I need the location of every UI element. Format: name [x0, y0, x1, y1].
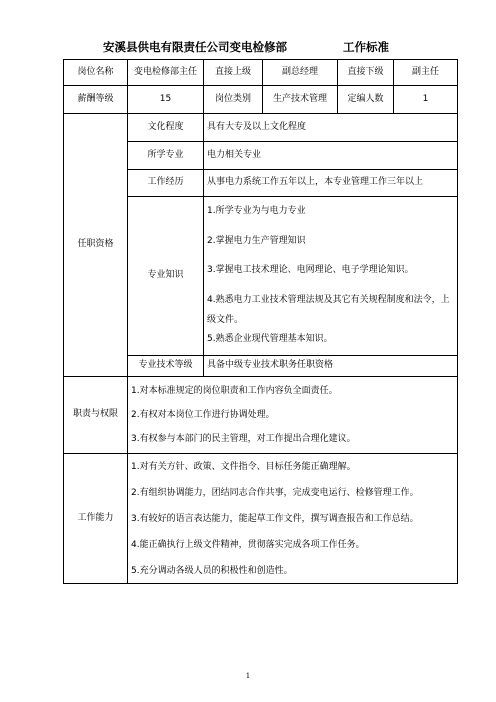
header-row-2	[64, 86, 458, 114]
ability-item: 3.有较好的语言表达能力，能起草工作文件，撰写调查报告和工作总结。	[131, 513, 419, 524]
title-main: 安溪县供电有限责任公司变电检修部	[103, 40, 287, 54]
superior-label: 直接上级	[204, 60, 263, 86]
knowledge-item: 1.所学专业为与电力专业	[207, 206, 306, 217]
header-row-1	[64, 60, 458, 86]
ability-item: 2.有组织协调能力，团结同志合作共事，完成变电运行、检修管理工作。	[131, 487, 419, 498]
knowledge-label: 专业知识	[128, 197, 204, 356]
document-title	[103, 39, 423, 55]
qualification-label: 任职资格	[64, 114, 128, 377]
experience-value: 从事电力系统工作五年以上，本专业管理工作三年以上	[204, 170, 458, 197]
duties-label: 职责与权限	[64, 377, 128, 454]
ability-item: 4.能正确执行上级文件精神，贯彻落实完成各项工作任务。	[131, 539, 365, 550]
job-standard-table	[63, 59, 458, 584]
staff-value: 1	[394, 86, 458, 114]
major-value: 电力相关专业	[204, 142, 458, 170]
post-name-value: 变电检修部主任	[128, 60, 204, 86]
ability-item: 5.充分调动各级人员的积极性和创造性。	[131, 565, 293, 576]
duty-item: 2.有权对本岗位工作进行协调处理。	[131, 410, 275, 420]
knowledge-item: 3.掌握电工技术理论、电网理论、电子学理论知识。	[207, 265, 414, 276]
knowledge-item: 4.熟悉电力工业技术管理法规及其它有关规程制度和法令，上级文件。	[207, 295, 450, 325]
duty-item: 3.有权参与本部门的民主管理，对工作提出合理化建议。	[131, 434, 356, 444]
page-number: 1	[245, 672, 251, 680]
subordinate-value: 副主任	[394, 60, 458, 86]
education-row	[64, 114, 458, 142]
superior-value: 副总经理	[263, 60, 338, 86]
tech-title-value: 具备中级专业技术职务任职资格	[204, 356, 458, 377]
duty-item: 1.对本标准规定的岗位职责和工作内容负全面责任。	[131, 386, 338, 396]
salary-label: 薪酬等级	[64, 86, 128, 114]
salary-value: 15	[128, 86, 204, 114]
knowledge-list	[204, 197, 458, 356]
ability-label: 工作能力	[64, 454, 128, 584]
ability-item: 1.对有关方针、政策、文件指令、目标任务能正确理解。	[131, 461, 356, 472]
subordinate-label: 直接下级	[338, 60, 394, 86]
knowledge-item: 2.掌握电力生产管理知识	[207, 235, 306, 246]
staff-label: 定编人数	[338, 86, 394, 114]
title-suffix: 工作标准	[343, 40, 389, 54]
duties-list	[128, 377, 458, 454]
knowledge-item: 5.熟悉企业现代管理基本知识。	[207, 334, 333, 345]
category-label: 岗位类别	[204, 86, 263, 114]
experience-label: 工作经历	[128, 170, 204, 197]
post-name-label: 岗位名称	[64, 60, 128, 86]
education-label: 文化程度	[128, 114, 204, 142]
duties-row	[64, 377, 458, 454]
tech-title-label: 专业技术等级	[128, 356, 204, 377]
category-value: 生产技术管理	[263, 86, 338, 114]
education-value: 具有大专及以上文化程度	[204, 114, 458, 142]
ability-list	[128, 454, 458, 584]
major-label: 所学专业	[128, 142, 204, 170]
ability-row	[64, 454, 458, 584]
